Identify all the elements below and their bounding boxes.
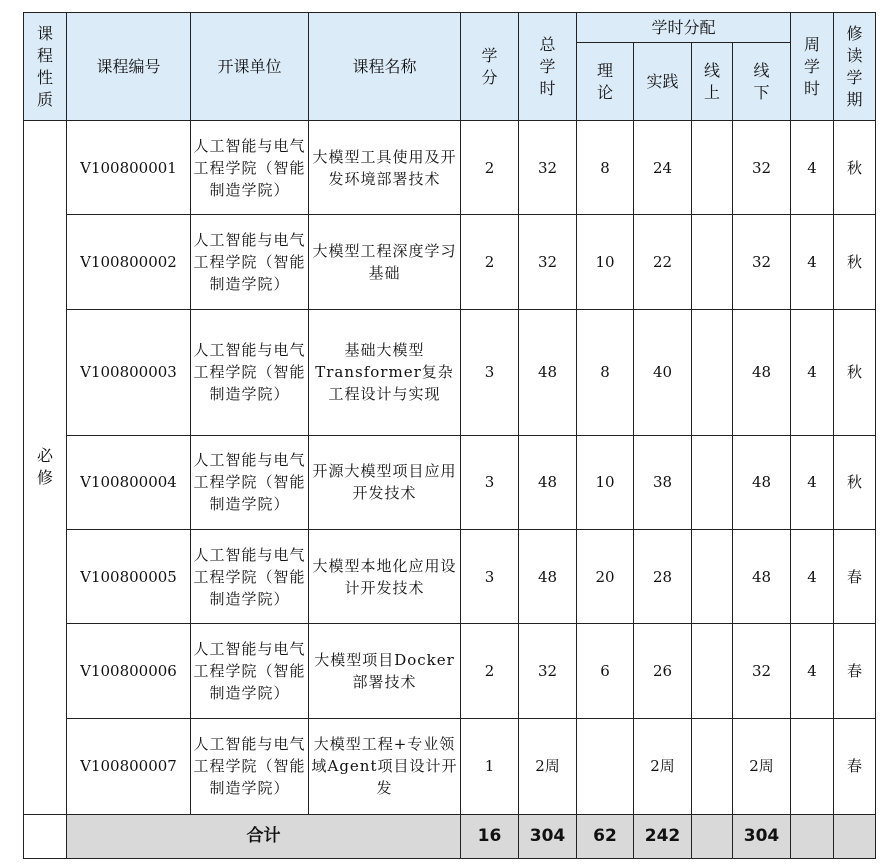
total-weekly [791, 814, 834, 858]
header-total-hours: 总 学 时 [519, 13, 577, 121]
course-name: 大模型项目Docker部署技术 [309, 624, 461, 718]
course-term: 秋 [834, 121, 876, 215]
total-row-nature-blank [24, 814, 67, 858]
course-code: V100800005 [67, 530, 191, 624]
course-theory [577, 718, 634, 814]
course-weekly: 4 [791, 530, 834, 624]
course-credit: 2 [461, 121, 519, 215]
course-total-hours: 32 [519, 624, 577, 718]
header-dept: 开课单位 [191, 13, 309, 121]
total-offline: 304 [733, 814, 791, 858]
course-weekly: 4 [791, 215, 834, 309]
header-row-1 [24, 13, 876, 43]
course-weekly: 4 [791, 435, 834, 529]
header-name: 课程名称 [309, 13, 461, 121]
course-code: V100800004 [67, 435, 191, 529]
course-offline: 32 [733, 215, 791, 309]
course-offline: 48 [733, 530, 791, 624]
course-name: 开源大模型项目应用开发技术 [309, 435, 461, 529]
header-term: 修 读 学 期 [834, 13, 876, 121]
course-offline: 48 [733, 435, 791, 529]
course-term: 春 [834, 718, 876, 814]
header-practice: 实践 [634, 43, 692, 121]
curriculum-table [23, 12, 876, 859]
course-offline: 48 [733, 309, 791, 435]
total-hours: 304 [519, 814, 577, 858]
course-practice: 26 [634, 624, 692, 718]
total-row [24, 814, 876, 858]
course-practice: 40 [634, 309, 692, 435]
course-term: 秋 [834, 215, 876, 309]
course-code: V100800002 [67, 215, 191, 309]
course-dept: 人工智能与电气工程学院（智能制造学院） [191, 215, 309, 309]
course-name: 大模型工具使用及开发环境部署技术 [309, 121, 461, 215]
header-distribution: 学时分配 [577, 13, 791, 43]
header-credit: 学 分 [461, 13, 519, 121]
course-credit: 3 [461, 435, 519, 529]
course-weekly [791, 718, 834, 814]
course-online [692, 624, 733, 718]
total-online [692, 814, 733, 858]
course-dept: 人工智能与电气工程学院（智能制造学院） [191, 718, 309, 814]
course-theory: 8 [577, 121, 634, 215]
course-total-hours: 32 [519, 121, 577, 215]
course-offline: 2周 [733, 718, 791, 814]
course-weekly: 4 [791, 309, 834, 435]
course-offline: 32 [733, 624, 791, 718]
header-offline: 线 下 [733, 43, 791, 121]
course-practice: 28 [634, 530, 692, 624]
course-theory: 10 [577, 435, 634, 529]
course-total-hours: 48 [519, 530, 577, 624]
total-label: 合计 [67, 814, 461, 858]
course-code: V100800006 [67, 624, 191, 718]
header-code: 课程编号 [67, 13, 191, 121]
total-theory: 62 [577, 814, 634, 858]
course-practice: 22 [634, 215, 692, 309]
course-name: 大模型工程深度学习基础 [309, 215, 461, 309]
table-row [24, 530, 876, 624]
course-weekly: 4 [791, 121, 834, 215]
course-nature: 必 修 [24, 121, 67, 815]
course-credit: 1 [461, 718, 519, 814]
course-term: 春 [834, 530, 876, 624]
course-offline: 32 [733, 121, 791, 215]
course-total-hours: 32 [519, 215, 577, 309]
course-online [692, 435, 733, 529]
course-online [692, 718, 733, 814]
course-practice: 24 [634, 121, 692, 215]
course-dept: 人工智能与电气工程学院（智能制造学院） [191, 435, 309, 529]
course-weekly: 4 [791, 624, 834, 718]
course-theory: 20 [577, 530, 634, 624]
table-row [24, 309, 876, 435]
header-nature: 课 程 性 质 [24, 13, 67, 121]
total-term [834, 814, 876, 858]
course-online [692, 309, 733, 435]
course-credit: 2 [461, 215, 519, 309]
course-code: V100800007 [67, 718, 191, 814]
header-theory: 理 论 [577, 43, 634, 121]
course-theory: 6 [577, 624, 634, 718]
course-code: V100800001 [67, 121, 191, 215]
course-online [692, 530, 733, 624]
table-row [24, 718, 876, 814]
course-dept: 人工智能与电气工程学院（智能制造学院） [191, 624, 309, 718]
course-total-hours: 2周 [519, 718, 577, 814]
table-row [24, 624, 876, 718]
table-row [24, 121, 876, 215]
course-dept: 人工智能与电气工程学院（智能制造学院） [191, 530, 309, 624]
total-credit: 16 [461, 814, 519, 858]
header-weekly: 周 学 时 [791, 13, 834, 121]
course-name: 基础大模型Transformer复杂工程设计与实现 [309, 309, 461, 435]
course-dept: 人工智能与电气工程学院（智能制造学院） [191, 309, 309, 435]
course-credit: 3 [461, 530, 519, 624]
course-term: 春 [834, 624, 876, 718]
table-row [24, 215, 876, 309]
course-total-hours: 48 [519, 435, 577, 529]
table-row [24, 435, 876, 529]
course-total-hours: 48 [519, 309, 577, 435]
course-credit: 3 [461, 309, 519, 435]
course-online [692, 121, 733, 215]
course-dept: 人工智能与电气工程学院（智能制造学院） [191, 121, 309, 215]
total-practice: 242 [634, 814, 692, 858]
course-name: 大模型本地化应用设计开发技术 [309, 530, 461, 624]
course-theory: 10 [577, 215, 634, 309]
course-code: V100800003 [67, 309, 191, 435]
course-practice: 38 [634, 435, 692, 529]
course-term: 秋 [834, 309, 876, 435]
course-name: 大模型工程+专业领域Agent项目设计开发 [309, 718, 461, 814]
course-term: 秋 [834, 435, 876, 529]
course-practice: 2周 [634, 718, 692, 814]
header-online: 线 上 [692, 43, 733, 121]
course-online [692, 215, 733, 309]
course-credit: 2 [461, 624, 519, 718]
course-theory: 8 [577, 309, 634, 435]
